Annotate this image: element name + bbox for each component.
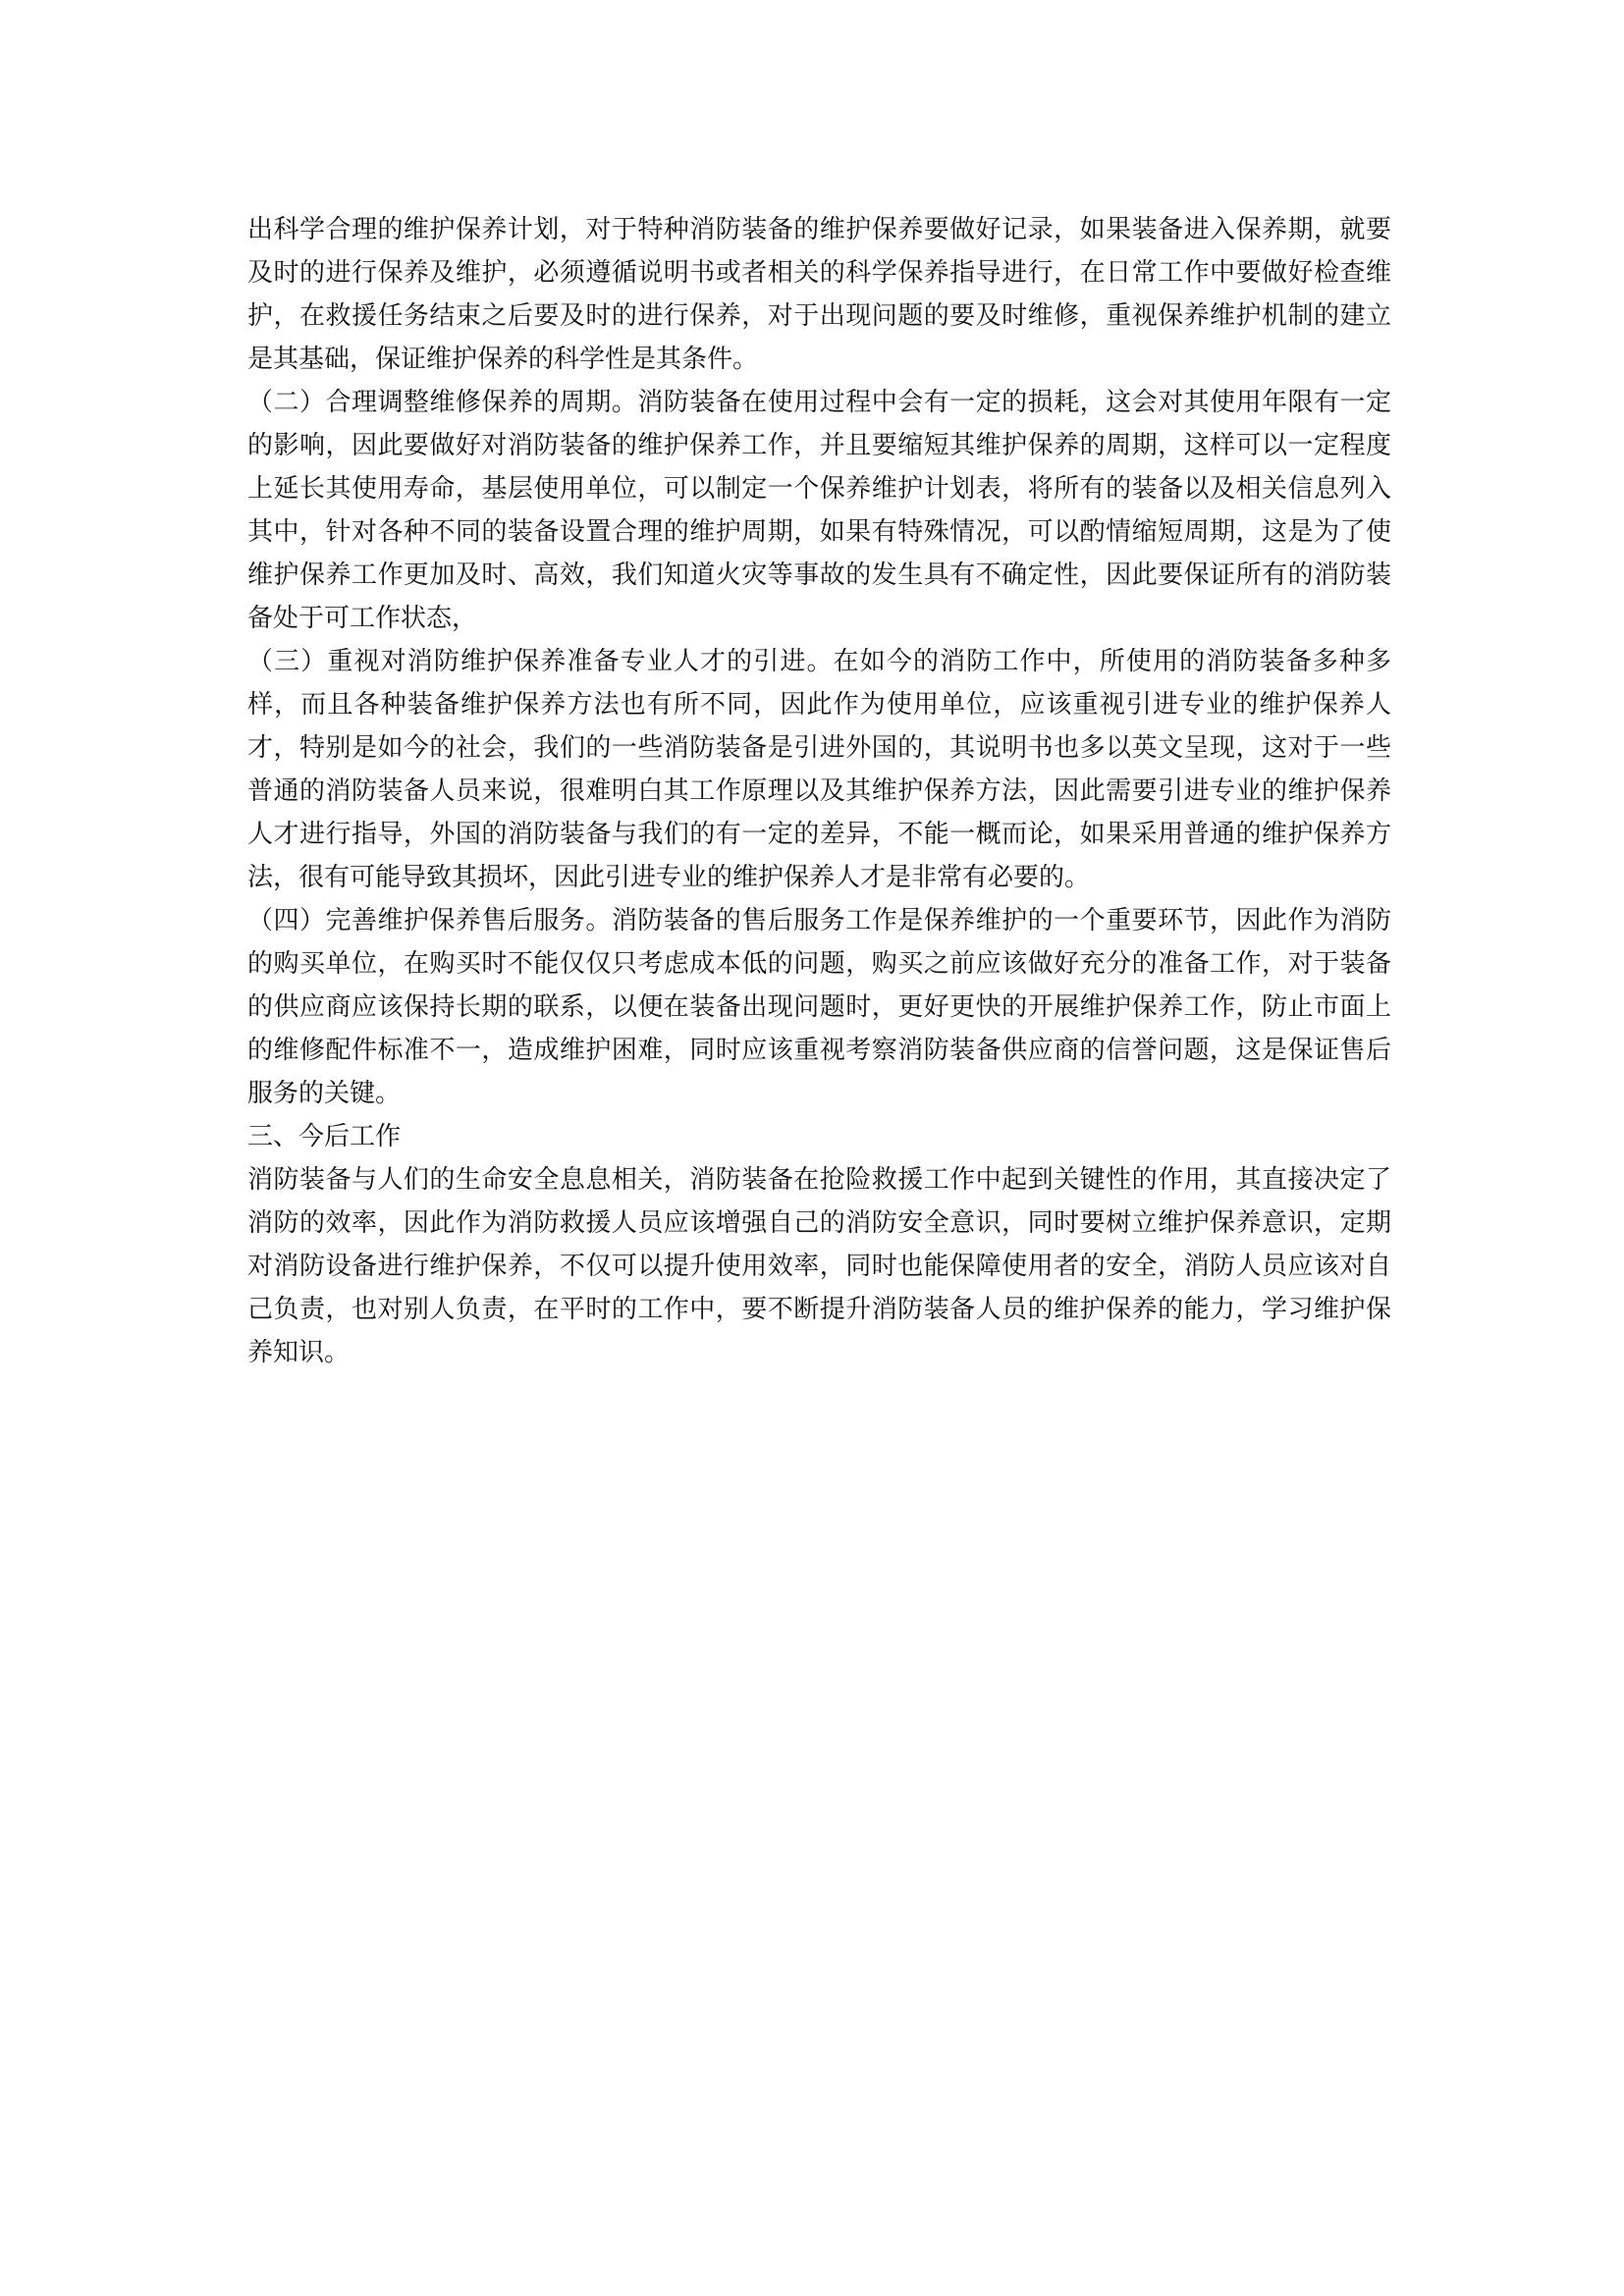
document-body <box>247 208 1391 1374</box>
paragraph-future-work: 消防装备与人们的生命安全息息相关，消防装备在抢险救援工作中起到关键性的作用，其直接决定了消防的效率，因此作为消防救援人员应该增强自己的消防安全意识，同时要树立维护保养意识，定期对消防设备进行维护保养，不仅可以提升使用效率，同时也能保障使用者的安全，消防人员应该对自己负责，也对别人负责，在平时的工作中，要不断提升消防装备人员的维护保养的能力，学习维护保养知识。 <box>247 1165 1391 1367</box>
section-heading-future-work: 三、今后工作 <box>247 1122 402 1151</box>
paragraph-section-3: （三）重视对消防维护保养准备专业人才的引进。在如今的消防工作中，所使用的消防装备多种多样，而且各种装备维护保养方法也有所不同，因此作为使用单位，应该重视引进专业的维护保养人才，特别是如今的社会，我们的一些消防装备是引进外国的，其说明书也多以英文呈现，这对于一些普通的消防装备人员来说，很难明白其工作原理以及其维护保养方法，因此需要引进专业的维护保养人才进行指导，外国的消防装备与我们的有一定的差异，不能一概而论，如果采用普通的维护保养方法，很有可能导致其损坏，因此引进专业的维护保养人才是非常有必要的。 <box>247 647 1391 892</box>
paragraph-maintenance-plan: 出科学合理的维护保养计划，对于特种消防装备的维护保养要做好记录，如果装备进入保养期，就要及时的进行保养及维护，必须遵循说明书或者相关的科学保养指导进行，在日常工作中要做好检查维护，在救援任务结束之后要及时的进行保养，对于出现问题的要及时维修，重视保养维护机制的建立是其基础，保证维护保养的科学性是其条件。 <box>247 215 1391 374</box>
paragraph-section-4: （四）完善维护保养售后服务。消防装备的售后服务工作是保养维护的一个重要环节，因此作为消防的购买单位，在购买时不能仅仅只考虑成本低的问题，购买之前应该做好充分的准备工作，对于装备的供应商应该保持长期的联系，以便在装备出现问题时，更好更快的开展维护保养工作，防止市面上的维修配件标准不一，造成维护困难，同时应该重视考察消防装备供应商的信誉问题，这是保证售后服务的关键。 <box>247 906 1391 1108</box>
paragraph-section-2: （二）合理调整维修保养的周期。消防装备在使用过程中会有一定的损耗，这会对其使用年限有一定的影响，因此要做好对消防装备的维护保养工作，并且要缩短其维护保养的周期，这样可以一定程度上延长其使用寿命，基层使用单位，可以制定一个保养维护计划表，将所有的装备以及相关信息列入其中，针对各种不同的装备设置合理的维护周期，如果有特殊情况，可以酌情缩短周期，这是为了使维护保养工作更加及时、高效，我们知道火灾等事故的发生具有不确定性，因此要保证所有的消防装备处于可工作状态， <box>247 388 1391 633</box>
